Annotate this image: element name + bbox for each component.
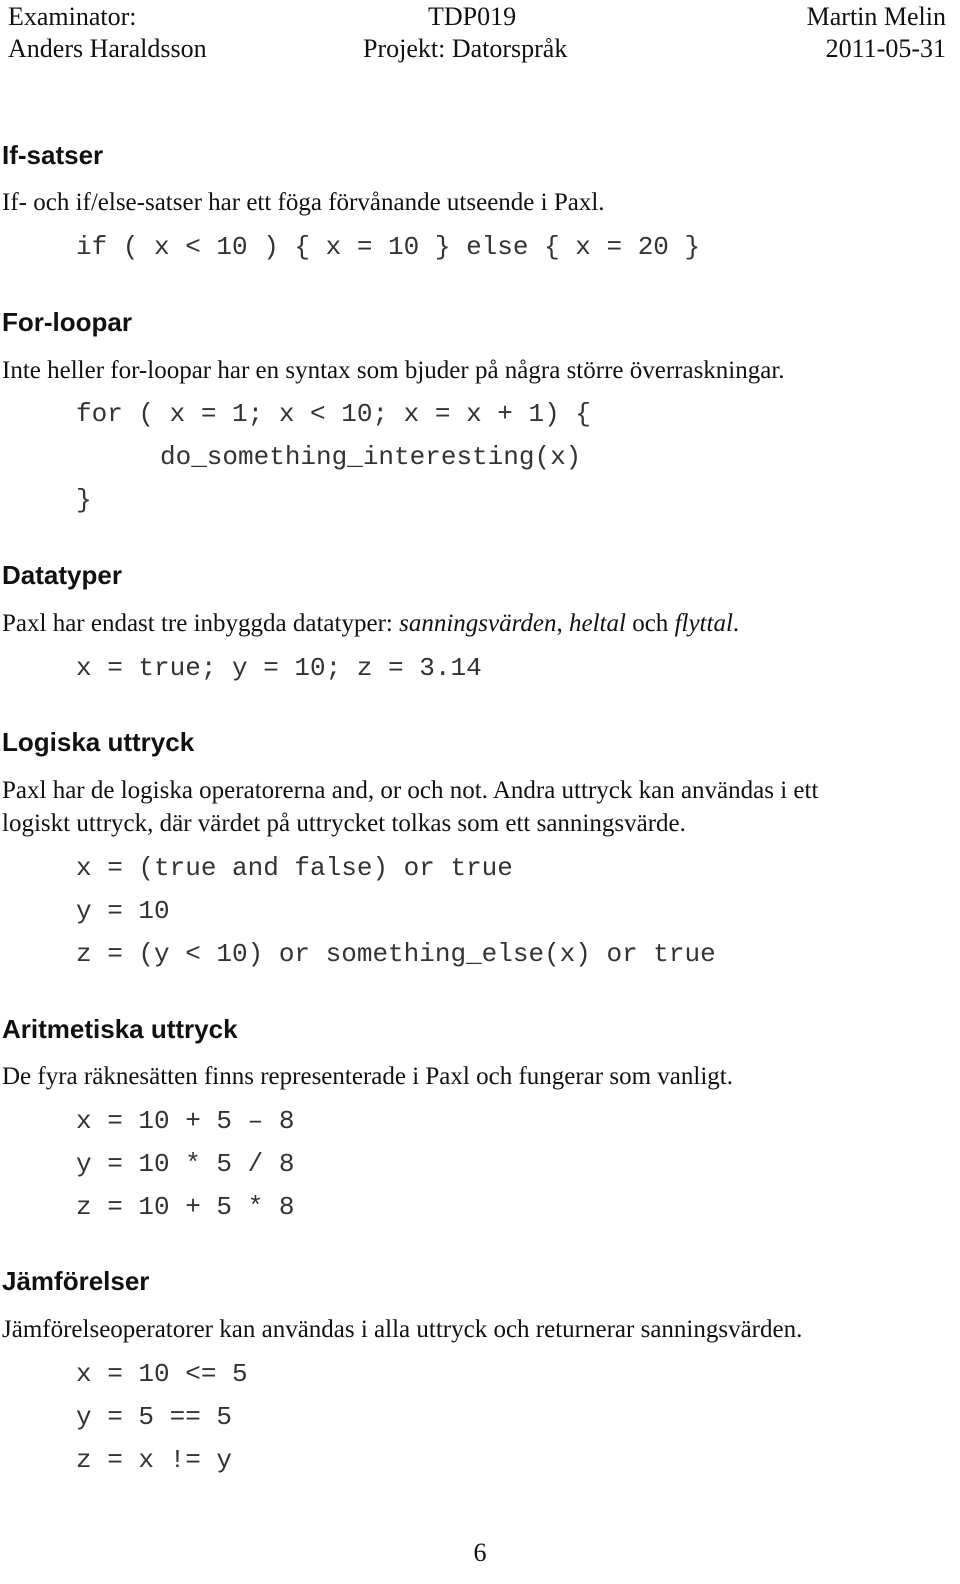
types-separator-2: och [625,610,675,637]
type-integer: heltal [569,610,626,637]
section-text-logic-2: logiskt uttryck, där värdet på uttrycket tolkas som ett sanningsvärde. [2,810,686,837]
type-float: flyttal [674,610,733,637]
code-line-logic-1: x = (true and false) or true [76,853,513,883]
code-line-arith-3: z = 10 + 5 * 8 [76,1192,295,1222]
page-number: 6 [473,1538,487,1567]
code-line-types: x = true; y = 10; z = 3.14 [76,653,482,683]
section-title-for: For-loopar [2,307,132,337]
header-date: 2011-05-31 [825,34,946,63]
header-project-title: Projekt: Datorspråk [363,34,568,63]
code-line-logic-3: z = (y < 10) or something_else(x) or true [76,939,716,969]
section-text-types [2,607,739,640]
header-examiner-name: Anders Haraldsson [8,34,207,63]
section-text-if: If- och if/else-satser har ett föga förvånande utseende i Paxl. [2,189,605,216]
code-line-for-2: do_something_interesting(x) [160,442,582,472]
header-author: Martin Melin [806,2,946,31]
header-examiner-label: Examinator: [8,2,137,31]
type-boolean: sanningsvärden [399,610,557,637]
header-course-code: TDP019 [428,2,517,31]
code-line-compare-1: x = 10 <= 5 [76,1359,248,1389]
code-line-compare-3: z = x != y [76,1445,233,1475]
section-text-logic-1: Paxl har de logiska operatorerna and, or och not. Andra uttryck kan användas i ett [2,777,819,804]
section-title-types: Datatyper [2,560,122,590]
types-text-intro: Paxl har endast tre inbyggda datatyper: [2,610,400,637]
section-title-arith: Aritmetiska uttryck [2,1014,238,1044]
code-line-compare-2: y = 5 == 5 [76,1402,233,1432]
section-title-if: If-satser [2,140,104,170]
code-line-arith-2: y = 10 * 5 / 8 [76,1149,295,1179]
section-title-compare: Jämförelser [2,1266,150,1296]
code-line-if: if ( x < 10 ) { x = 10 } else { x = 20 } [76,232,701,262]
section-text-for: Inte heller for-loopar har en syntax som bjuder på några större överraskningar. [2,357,785,384]
code-line-for-1: for ( x = 1; x < 10; x = x + 1) { [76,399,591,429]
section-text-compare: Jämförelseoperatorer kan användas i alla uttryck och returnerar sanningsvärden. [2,1316,803,1343]
types-period: . [732,610,740,637]
code-line-arith-1: x = 10 + 5 – 8 [76,1106,295,1136]
types-separator-1: , [556,610,570,637]
section-text-arith: De fyra räknesätten finns representerade i Paxl och fungerar som vanligt. [2,1063,733,1090]
code-line-for-3: } [76,485,92,515]
section-title-logic: Logiska uttryck [2,727,195,757]
code-line-logic-2: y = 10 [76,896,170,926]
